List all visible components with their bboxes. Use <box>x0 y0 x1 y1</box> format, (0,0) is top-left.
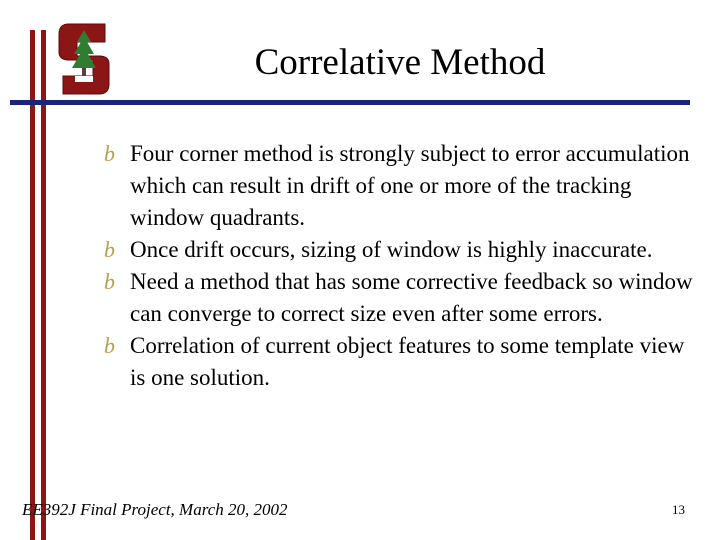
stanford-logo-icon <box>55 18 113 100</box>
bullet-text: Correlation of current object features to some template view is one solution. <box>130 333 685 390</box>
bullet-text: Four corner method is strongly subject to error accumulation which can result in drift of one or more of the tracking window quadrants. <box>130 141 690 230</box>
bullet-item <box>104 234 704 266</box>
left-decorative-bar-outer <box>30 30 35 540</box>
bullet-item <box>104 330 704 394</box>
bullet-item <box>104 138 704 234</box>
bullet-glyph-icon: b <box>104 237 115 262</box>
bullet-text: Need a method that has some corrective feedback so window can converge to correct size even after some errors. <box>130 269 693 326</box>
bullet-text: Once drift occurs, sizing of window is highly inaccurate. <box>130 237 653 262</box>
bullet-list <box>104 138 704 394</box>
bullet-glyph-icon: b <box>104 269 115 294</box>
page-number: 13 <box>672 502 685 517</box>
bullet-glyph-icon: b <box>104 141 115 166</box>
footer-text: EE392J Final Project, March 20, 2002 <box>22 500 288 519</box>
slide-title: Correlative Method <box>254 42 546 83</box>
bullet-item <box>104 266 704 330</box>
title-underline-bar <box>10 100 690 105</box>
bullet-glyph-icon: b <box>104 333 115 358</box>
left-decorative-bar-inner <box>41 30 46 540</box>
